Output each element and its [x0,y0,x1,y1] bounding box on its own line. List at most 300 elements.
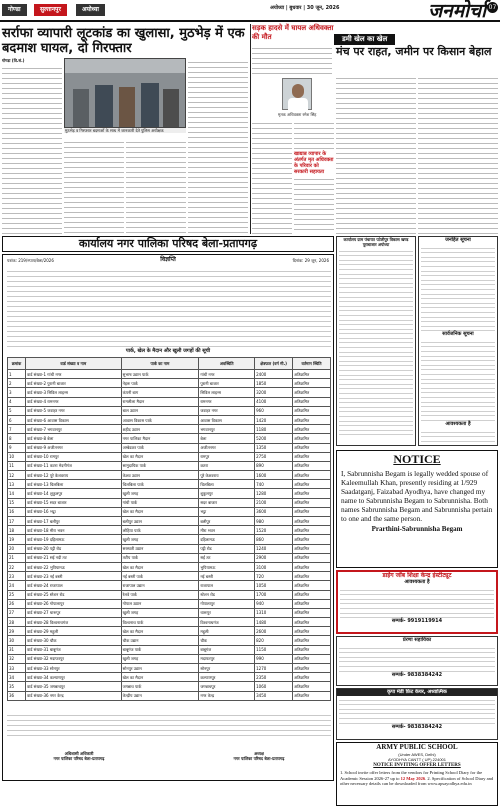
table-cell: 1700 [255,590,293,599]
story3-headline[interactable]: मंच पर राहत, जमीन पर किसान बेहाल [336,45,492,58]
table-cell: 1280 [255,489,293,498]
table-cell: वार्ड संख्या-16 भट्ठा [25,507,121,516]
table-cell: जवाहर नगर [199,406,255,415]
table-cell: अतिक्रमित [293,590,331,599]
table-row [8,599,331,608]
school-subtitle-2: AYODHYA CANTT ( UP) 224001 [387,757,447,762]
table-row [8,425,331,434]
table-row [8,553,331,562]
table-cell: 23 [8,572,26,581]
table-cell: स्टेशन रोड [199,590,255,599]
table-cell: धारूपुर [199,608,255,617]
table-cell: महुली [199,627,255,636]
table-cell: गोपालापुर [199,599,255,608]
table-cell: सुभाष उद्यान पार्क [121,370,199,379]
institute-ad-headline: डाईंग जॉब शिक्षा केन्द्र इंस्टीट्यूट [382,572,452,579]
office-notice-table-title: पार्क, खेल के मैदान और खुली जगहों की सूची [125,348,211,354]
table-cell: रामपुर [199,452,255,461]
signature-chairperson: अध्यक्ष नगर पालिका परिषद बेला-प्रतापगढ़ [233,751,285,761]
table-row [8,535,331,544]
table-cell: 35 [8,682,26,691]
signature-executive-officer: अधिशासी अधिकारी नगर पालिका परिषद बेला-प्रतापगढ़ [53,751,105,761]
story1-body-col1 [2,64,62,234]
name-change-title: NOTICE [393,452,441,466]
table-row [8,480,331,489]
table-cell: केन्द्रीय उद्यान [121,691,199,700]
page-number: 07 [488,4,497,11]
col-header-area: क्षेत्रफल (वर्ग मी.) [255,358,293,370]
table-cell: 13 [8,480,26,489]
table-cell: 1150 [255,645,293,654]
table-cell: वार्ड संख्या-7 भगवानपुर [25,425,121,434]
table-cell: अतिक्रमित [293,636,331,645]
table-cell: 820 [255,636,293,645]
table-cell: 2350 [255,673,293,682]
table-cell: अतिक्रमित [293,397,331,406]
table-row [8,581,331,590]
table-row [8,379,331,388]
table-cell: राजापाल उद्यान [121,581,199,590]
table-cell: चिलबिला [199,480,255,489]
table-cell: चिलबिला पार्क [121,480,199,489]
table-cell: वार्ड संख्या-1 गांधी नगर [25,370,121,379]
section-tab-gonda[interactable]: गोण्डा [2,4,27,16]
table-cell: अतिक्रमित [293,443,331,452]
table-cell: वार्ड संख्या-33 सोनपुर [25,664,121,673]
story1-body-col4 [188,58,248,234]
table-cell: पट्टी रोड [199,544,255,553]
table-row [8,645,331,654]
story1-headline[interactable]: सर्राफा व्यापारी लूटकांड का खुलासा, मुठभेड़ में एक बदमाश घायल, दो गिरफ्तार [2,26,245,56]
table-cell: अतिक्रमित [293,517,331,526]
table-cell: 8 [8,434,26,443]
table-cell: वार्ड संख्या-14 शुकुलपुर [25,489,121,498]
table-cell: अतिक्रमित [293,572,331,581]
story1-photo-caption: मुठभेड़ व गिरफ्तार बदमाशों के साथ में जानकारी देते पुलिस अधीक्षक [64,128,186,133]
table-cell: शुकुलपुर [199,489,255,498]
army-school-notice [336,742,498,806]
table-row [8,691,331,700]
table-cell: 30 [8,636,26,645]
table-cell: अतिक्रमित [293,645,331,654]
table-cell: 2900 [255,553,293,562]
table-cell: वार्ड संख्या-32 मदाफरपुर [25,654,121,663]
table-cell: 940 [255,599,293,608]
story1-photo [64,58,186,128]
table-cell: अतिक्रमित [293,608,331,617]
table-cell: खेल का मैदान [121,627,199,636]
table-cell: खेल का मैदान [121,507,199,516]
table-cell: भुपियामऊ [199,562,255,571]
table-cell: विश्वनाथ पार्क [121,618,199,627]
story3-ribbon: डमी खेल का खेल [334,34,395,45]
office-notice-heading: विज्ञप्ति [160,256,176,263]
table-cell: बाबूगंज [199,645,255,654]
table-cell: 3 [8,388,26,397]
table-cell: वार्ड संख्या-12 पूरे केशवराय [25,471,121,480]
table-cell: 960 [255,406,293,415]
story2-photo-caption: मृतक अधिवक्ता रमेश सिंह [278,112,317,117]
col-header-ward: वार्ड संख्या व नाम [25,358,121,370]
table-row [8,415,331,424]
kripa-ad-headline: कृपा मेडी फ़िट केयर, अध्यात्मिक [337,689,497,696]
table-cell: अतिक्रमित [293,664,331,673]
table-cell: 26 [8,599,26,608]
table-cell: तटीय पार्क [121,553,199,562]
table-cell: अतिक्रमित [293,691,331,700]
table-cell: वार्ड संख्या-4 रामनगर [25,397,121,406]
right-box-title-1: सार्वजनिक सूचना [442,331,474,338]
school-notice-heading: NOTICE INVITING OFFER LETTERS [373,763,461,768]
table-cell: 4100 [255,397,293,406]
table-cell: वार्ड संख्या-19 दहिलामऊ [25,535,121,544]
school-notice-body: 1. School invite offer letters from the vendors for Printing School Diary for the Academic Session 2026-27 up to 12 May 2026. 2. Specification of School Diary and other necessary details can be downloaded from www.apsayodhya.edu.in [340,770,494,787]
brand-logo: जनमोर्चा [428,0,486,22]
table-cell: सरस्वती उद्यान [121,544,199,553]
office-notice-patrank: पत्रांक: 219/नपाप/बेला/2026 [7,258,54,263]
table-cell: सोनपुर [199,664,255,673]
table-row [8,471,331,480]
table-cell: 720 [255,572,293,581]
story2-body-col3 [294,175,334,234]
table-cell: गोपाल उद्यान [121,599,199,608]
table-cell: वार्ड संख्या-9 अजीतनगर [25,443,121,452]
table-cell: सोनपुर उद्यान [121,664,199,673]
table-cell: खुली जगह [121,535,199,544]
table-cell: 12 [8,471,26,480]
table-cell: बाल उद्यान [121,406,199,415]
table-cell: अतिक्रमित [293,498,331,507]
table-cell: 21 [8,553,26,562]
table-row [8,406,331,415]
table-cell: खुली जगह [121,654,199,663]
table-row [8,489,331,498]
table-cell: 3450 [255,691,293,700]
table-cell: वार्ड संख्या-13 चिलबिला [25,480,121,489]
table-cell: अतिक्रमित [293,489,331,498]
table-row [8,434,331,443]
table-cell: पूरे केशवराय [199,471,255,480]
table-cell: वार्ड संख्या-26 गोपालापुर [25,599,121,608]
table-cell: लोहिया पार्क [121,526,199,535]
col-header-park: पार्क का नाम [121,358,199,370]
table-row [8,682,331,691]
table-row [8,608,331,617]
table-cell: अतिक्रमित [293,461,331,470]
table-cell: भगवानपुर [199,425,255,434]
parks-table-header [8,358,331,370]
table-cell: अतिक्रमित [293,480,331,489]
masthead [0,0,500,22]
table-cell: 1 [8,370,26,379]
table-cell: अतिक्रमित [293,535,331,544]
table-cell: 3100 [255,562,293,571]
kripa-ad [336,688,498,740]
table-row [8,562,331,571]
table-cell: 2600 [255,627,293,636]
gram-panchayat-heading: कार्यालय ग्राम पंचायत पटेलीपुर विकास खण्ड पूराबाजार अयोध्या [343,237,409,247]
table-cell: अतिक्रमित [293,425,331,434]
parks-table [7,357,331,701]
table-cell: कंपनी बाग [121,388,199,397]
table-cell: 25 [8,590,26,599]
table-cell: 860 [255,535,293,544]
table-row [8,572,331,581]
table-row [8,397,331,406]
table-cell: रामनगर [199,397,255,406]
table-cell: वार्ड संख्या-29 महुली [25,627,121,636]
table-cell: गांधी पार्क [121,498,199,507]
table-cell: वार्ड संख्या-36 नगर केन्द्र [25,691,121,700]
table-cell: 34 [8,673,26,682]
table-cell: अतिक्रमित [293,507,331,516]
name-change-notice [336,450,498,568]
table-cell: 9 [8,443,26,452]
table-cell: 1270 [255,664,293,673]
table-cell: जगन्नाथ पार्क [121,682,199,691]
table-cell: 5200 [255,434,293,443]
office-notice-footer [7,711,331,741]
table-cell: अतिक्रमित [293,673,331,682]
table-cell: वार्ड संख्या-20 पट्टी रोड [25,544,121,553]
table-cell: 10 [8,452,26,461]
table-cell: 11 [8,461,26,470]
table-cell: 18 [8,526,26,535]
office-notice [2,254,334,781]
table-cell: 28 [8,618,26,627]
table-cell: 740 [255,480,293,489]
table-cell: 990 [255,654,293,663]
table-cell: 890 [255,461,293,470]
table-cell: 2400 [255,370,293,379]
table-cell: नेहरू पार्क [121,379,199,388]
table-row [8,526,331,535]
table-cell: 3600 [255,507,293,516]
table-cell: वार्ड संख्या-28 विश्वनाथगंज [25,618,121,627]
table-cell: वार्ड संख्या-23 नई बस्ती [25,572,121,581]
table-row [8,507,331,516]
story1-body-col2 [64,138,124,234]
table-cell: 6 [8,415,26,424]
table-cell: वार्ड संख्या-10 रामपुर [25,452,121,461]
table-cell: अतिक्रमित [293,379,331,388]
table-cell: वार्ड संख्या-24 राजापाल [25,581,121,590]
table-cell: वार्ड संख्या-34 कल्याणपुर [25,673,121,682]
table-cell: अतिक्रमित [293,654,331,663]
table-cell: मदाफरपुर [199,654,255,663]
table-cell: वार्ड संख्या-25 स्टेशन रोड [25,590,121,599]
table-row [8,388,331,397]
table-cell: अतिक्रमित [293,682,331,691]
table-cell: अतिक्रमित [293,581,331,590]
table-cell: चौक उद्यान [121,636,199,645]
table-cell: सदर बाजार [199,498,255,507]
table-cell: 31 [8,645,26,654]
table-cell: अतिक्रमित [293,370,331,379]
table-cell: 24 [8,581,26,590]
table-cell: अतिक्रमित [293,553,331,562]
prerna-ad [336,636,498,686]
story2-body-col1 [252,119,292,234]
table-cell: 1850 [255,379,293,388]
table-cell: राजापाल [199,581,255,590]
col-header-status: वर्तमान स्थिति [293,358,331,370]
table-cell: बेला [199,434,255,443]
table-cell: वार्ड संख्या-5 जवाहर नगर [25,406,121,415]
school-notice-line1: 1. School invite offer letters from the vendors for Printing School Diary for the Academic Session 2026-27 up to [340,770,483,781]
table-cell: 1420 [255,415,293,424]
table-cell: 1180 [255,425,293,434]
table-cell: वार्ड संख्या-15 सदर बाजार [25,498,121,507]
table-cell: आवास विकास पार्क [121,415,199,424]
gram-panchayat-notice [336,236,416,446]
table-cell: अतिक्रमित [293,627,331,636]
table-row [8,443,331,452]
table-cell: खुली जगह [121,608,199,617]
table-row [8,673,331,682]
table-cell: खेल का मैदान [121,452,199,461]
table-cell: वार्ड संख्या-3 सिविल लाइन्स [25,388,121,397]
kripa-ad-contact: सम्पर्क- 9838384242 [391,723,443,730]
table-cell: वार्ड संख्या-30 चौक [25,636,121,645]
table-cell: 980 [255,517,293,526]
institute-ad [336,570,498,634]
table-cell: 1050 [255,581,293,590]
table-cell: अम्बेडकर पार्क [121,443,199,452]
table-cell: 27 [8,608,26,617]
table-cell: 5 [8,406,26,415]
table-cell: नगर केन्द्र [199,691,255,700]
school-notice-line2: 2. Specification of School Diary and other necessary details can be downloaded from www.apsayodhya.edu.in [340,775,494,787]
table-row [8,654,331,663]
table-row [8,498,331,507]
institute-ad-subhead: आवश्यकता है [404,579,430,585]
table-cell: 4 [8,397,26,406]
table-cell: बलीपुर [199,517,255,526]
table-cell: रेलवे पार्क [121,590,199,599]
table-cell: बाबूगंज पार्क [121,645,199,654]
table-cell: अतिक्रमित [293,415,331,424]
table-cell: अतिक्रमित [293,618,331,627]
story1-dateline: गोण्डा (वि.सं.) [2,58,25,63]
story2-kicker[interactable]: सड़क हादसे में घायल अधिवक्ता की मौत [252,24,334,41]
table-cell: 17 [8,517,26,526]
table-cell: पुरानी बाजार [199,379,255,388]
table-cell: वार्ड संख्या-8 बेला [25,434,121,443]
table-cell: भट्ठा [199,507,255,516]
institute-ad-contact: सम्पर्क- 9919119914 [391,618,443,625]
table-cell: कटरा [199,461,255,470]
right-box-title-2: आवश्यकता है [445,420,471,427]
table-cell: नगर पालिका मैदान [121,434,199,443]
name-change-signature: Prarthini-Sabrunnisha Begam [371,525,463,533]
table-cell: 20 [8,544,26,553]
section-tab-sultanpur[interactable]: सुल्तानपुर [34,4,67,16]
section-tab-ayodhya[interactable]: अयोध्या [76,4,105,16]
office-notice-band: कार्यालय नगर पालिका परिषद बेला-प्रतापगढ़ [2,236,334,252]
table-cell: खेल का मैदान [121,673,199,682]
table-cell: 1520 [255,526,293,535]
table-cell: 1240 [255,544,293,553]
table-cell: अतिक्रमित [293,562,331,571]
school-name: ARMY PUBLIC SCHOOL [376,743,458,751]
table-cell: शहीद उद्यान [121,425,199,434]
table-cell: अतिक्रमित [293,471,331,480]
table-row [8,461,331,470]
table-row [8,590,331,599]
table-cell: 32 [8,654,26,663]
table-row [8,636,331,645]
table-cell: वार्ड संख्या-18 मीरा भवन [25,526,121,535]
table-cell: रामलीला मैदान [121,397,199,406]
table-cell: वार्ड संख्या-22 भुपियामऊ [25,562,121,571]
table-cell: कल्याणपुर [199,673,255,682]
table-cell: 33 [8,664,26,673]
table-cell: 2100 [255,498,293,507]
table-cell: चौक [199,636,255,645]
table-row [8,664,331,673]
table-cell: 3200 [255,388,293,397]
table-row [8,618,331,627]
table-cell: 1600 [255,471,293,480]
name-change-body: I, Sabrunnisha Begam is legally wedded spouse of Kaleemullah Khan, presently residing at 1/929 Saadatganj, Faizabad Ayodhya, have changed my name to Sabrunnisha Begam to Sabrunnisha. Both names Sabrunnisha Begam and Sabrunnisha pertain to one and the same person. [341,469,493,523]
table-row [8,517,331,526]
table-cell: खुली जगह [121,489,199,498]
table-cell: अजीतनगर [199,443,255,452]
table-cell: गांधी नगर [199,370,255,379]
table-cell: वार्ड संख्या-21 सई नदी तट [25,553,121,562]
table-cell: नई बस्ती [199,572,255,581]
table-cell: वार्ड संख्या-27 धारूपुर [25,608,121,617]
dateline: अयोध्या | बुधवार | 30 जून, 2026 [270,5,340,11]
school-notice-deadline: 12 May 2026 [400,775,426,781]
table-cell: विश्वनाथगंज [199,618,255,627]
right-column-heading: जनहित सूचना [445,237,471,243]
table-row [8,544,331,553]
table-cell: अतिक्रमित [293,434,331,443]
table-cell: 1060 [255,682,293,691]
table-cell: 2 [8,379,26,388]
col-header-serial: क्रमांक [8,358,26,370]
table-cell: 22 [8,562,26,571]
story1-body-col3 [126,138,186,234]
table-cell: 16 [8,507,26,516]
table-cell: 1350 [255,443,293,452]
table-cell: सिविल लाइन्स [199,388,255,397]
table-cell: अतिक्रमित [293,599,331,608]
table-cell: वार्ड संख्या-31 बाबूगंज [25,645,121,654]
table-row [8,452,331,461]
table-cell: 7 [8,425,26,434]
office-notice-intro [7,267,331,347]
table-cell: 36 [8,691,26,700]
table-cell: वार्ड संख्या-6 आवास विकास [25,415,121,424]
table-cell: दहिलामऊ [199,535,255,544]
story3-body-col1 [336,74,416,234]
school-subtitle-1: (Under AWES, Delhi) [398,752,436,757]
col-header-location: अवस्थिति [199,358,255,370]
prerna-ad-contact: सम्पर्क- 9838384242 [391,671,443,678]
right-column-notices [418,236,498,446]
table-cell: 15 [8,498,26,507]
table-row [8,627,331,636]
story2-subhead: खाद्यान्न व्यापार के अंतर्गत मृत अधिवक्ता के परिवार को सरकारी सहायता [294,151,334,175]
table-cell: 29 [8,627,26,636]
table-cell: 1310 [255,608,293,617]
story2-portrait-photo [282,78,312,110]
table-cell: मीरा भवन [199,526,255,535]
table-cell: वार्ड संख्या-2 पुरानी बाजार [25,379,121,388]
